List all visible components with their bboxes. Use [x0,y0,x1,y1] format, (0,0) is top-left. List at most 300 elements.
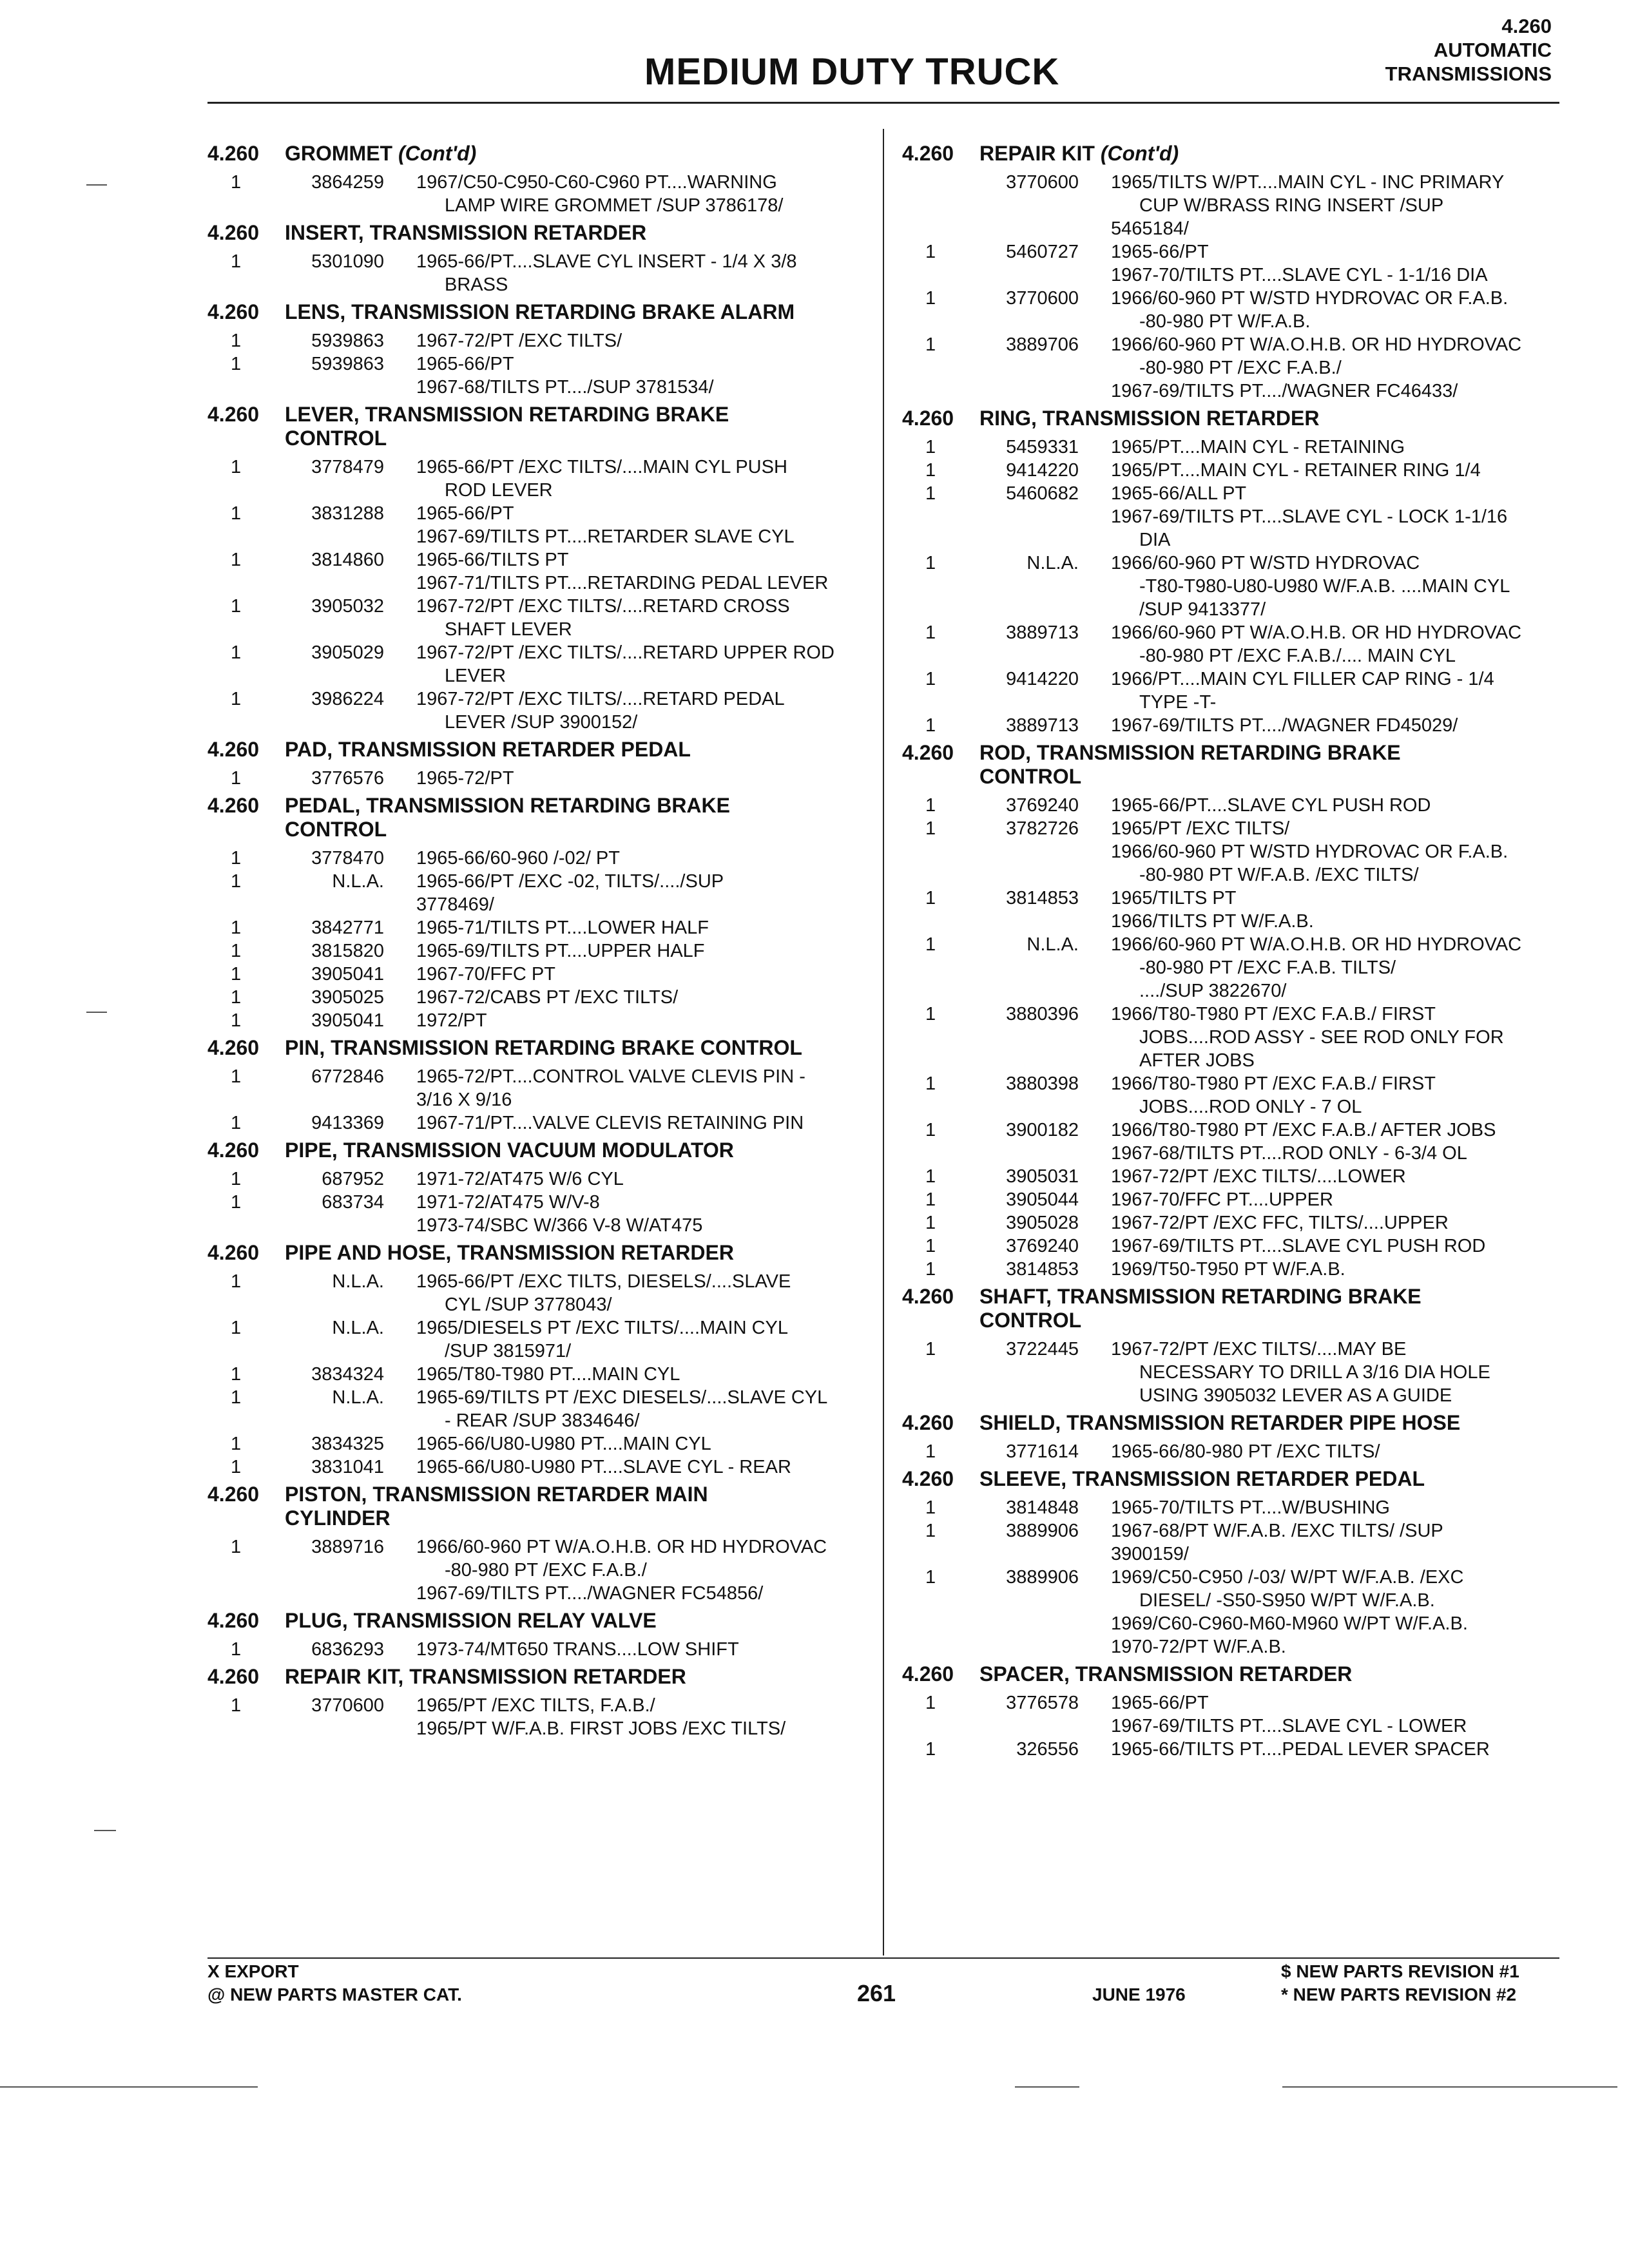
part-row [207,1270,858,1316]
part-row [902,933,1559,1003]
description-line: 1965/PT....MAIN CYL - RETAINER RING 1/4 [1111,460,1481,481]
section-title: SLEEVE, TRANSMISSION RETARDER PEDAL [979,1467,1425,1490]
description-line: 1966/TILTS PT W/F.A.B. [1111,911,1314,932]
section-line-1: AUTOMATIC [1433,39,1552,61]
description-line: 1966/T80-T980 PT /EXC F.A.B./ AFTER JOBS [1111,1120,1496,1140]
section-heading [207,1609,858,1633]
section-heading [207,1241,858,1265]
section-number: 4.260 [207,1036,260,1059]
part-row [902,1211,1559,1235]
part-description [1111,1566,1559,1658]
description-line: SHAFT LEVER [445,619,572,640]
section-title-line [285,221,858,245]
section-title-line [285,142,858,166]
part-number: 3900182 [1006,1120,1079,1140]
quantity [902,171,959,240]
section-title: LEVER, TRANSMISSION RETARDING BRAKE [285,403,729,426]
section-title: SHIELD, TRANSMISSION RETARDER PIPE HOSE [979,1411,1461,1434]
description-line: 1967-72/PT /EXC TILTS/....RETARD UPPER ROD [416,642,834,663]
part-row [207,1456,858,1479]
part-row [902,1188,1559,1211]
part-number: 3986224 [311,689,384,709]
quantity: 1 [231,1113,242,1133]
description-line: 1965-66/PT [416,354,514,374]
part-row [902,171,1559,240]
section-title-block [285,403,858,450]
section-heading [207,1665,858,1689]
part-row [207,1638,858,1661]
description-line: 1965-66/PT /EXC -02, TILTS/..../SUP [416,871,724,892]
section-number: 4.260 [902,741,954,764]
quantity: 1 [231,457,242,477]
description-line: 1967-68/TILTS PT....ROD ONLY - 6-3/4 OL [1111,1143,1467,1164]
section-number: 4.260 [207,1139,260,1162]
section-title-block [979,1285,1559,1332]
description-line: 1970-72/PT W/F.A.B. [1111,1637,1286,1657]
section-title-line [979,1467,1559,1491]
part-row [902,1072,1559,1119]
quantity: 1 [231,331,242,351]
section-title: PIN, TRANSMISSION RETARDING BRAKE CONTROL [285,1036,802,1059]
part-row [207,1386,858,1432]
part-row [902,482,1559,552]
quantity: 1 [925,437,936,457]
description-line: 3778469/ [416,894,494,915]
parts-section [902,1285,1559,1407]
section-heading [902,1662,1559,1686]
description-line: AFTER JOBS [1139,1050,1255,1071]
part-row [207,767,858,790]
part-description [1111,714,1559,737]
part-number: 3905041 [311,1010,384,1031]
part-number: 3905031 [1006,1166,1079,1187]
part-description [416,963,858,986]
description-line: 1965-66/PT /EXC TILTS/....MAIN CYL PUSH [416,457,787,477]
description-line: 1973-74/SBC W/366 V-8 W/AT475 [416,1215,703,1236]
description-line: DIA [1139,530,1171,550]
part-row [902,1440,1559,1463]
part-description [1111,287,1559,333]
section-title-block [285,1609,858,1633]
parts-section [207,1036,858,1135]
parts-section [902,407,1559,737]
quantity: 1 [925,483,936,504]
section-title-block [979,407,1559,430]
part-row [207,1191,858,1237]
description-line: 1965-66/TILTS PT....PEDAL LEVER SPACER [1111,1739,1490,1760]
part-row [902,1338,1559,1407]
part-number: 6772846 [311,1066,384,1087]
part-row [902,668,1559,714]
description-line: 1967-69/TILTS PT....RETARDER SLAVE CYL [416,526,795,547]
part-description [416,171,858,217]
footer-export: X EXPORT [207,1961,299,1981]
description-line: -80-980 PT /EXC F.A.B./ [1139,358,1342,378]
parts-section [902,741,1559,1281]
part-description [416,1363,858,1386]
part-number: 3769240 [1006,1236,1079,1256]
part-description [416,767,858,790]
description-line: -80-980 PT W/F.A.B. [1139,311,1311,332]
part-row [902,333,1559,403]
description-line: 1965-66/U80-U980 PT....SLAVE CYL - REAR [416,1457,791,1477]
part-description [1111,1119,1559,1165]
part-row [902,714,1559,737]
section-title-line [979,1285,1559,1309]
part-description [416,870,858,916]
section-title: SHAFT, TRANSMISSION RETARDING BRAKE [979,1285,1422,1308]
parts-section [902,142,1559,403]
section-heading [207,221,858,245]
parts-section [207,738,858,790]
quantity: 1 [925,460,936,481]
part-number: 683734 [322,1192,384,1213]
description-line: 1965/PT....MAIN CYL - RETAINING [1111,437,1405,457]
description-line: 1967-72/CABS PT /EXC TILTS/ [416,987,679,1008]
part-row [207,641,858,687]
quantity: 1 [925,888,936,908]
part-description [1111,1165,1559,1188]
quantity: 1 [925,1259,936,1280]
description-line: -80-980 PT /EXC F.A.B. TILTS/ [1139,957,1396,978]
quantity: 1 [925,1120,936,1140]
part-description [1111,621,1559,668]
part-description [416,916,858,939]
section-number: 4.260 [207,221,260,244]
section-title-block [285,738,858,762]
part-description [416,329,858,352]
section-title-line [285,1609,858,1633]
description-line: JOBS....ROD ASSY - SEE ROD ONLY FOR [1139,1027,1504,1048]
parts-section [207,1139,858,1237]
description-line: 1965-66/PT [1111,242,1209,262]
section-number: 4.260 [207,1609,260,1632]
margin-mark [94,1830,116,1831]
section-title-line [285,1665,858,1689]
part-description [416,1009,858,1032]
part-number: 3905041 [311,964,384,985]
part-description [416,1316,858,1363]
section-title-block [285,300,858,324]
section-number: 4.260 [902,407,954,430]
right-column [902,138,1559,1762]
part-number: 9414220 [1006,669,1079,689]
continued-label: (Cont'd) [1100,142,1179,165]
description-line: LEVER /SUP 3900152/ [445,712,638,733]
description-line: 3/16 X 9/16 [416,1090,512,1110]
description-line: 1971-72/AT475 W/V-8 [416,1192,600,1213]
section-number: 4.260 [207,738,260,761]
part-description [1111,1235,1559,1258]
description-line: 1965-72/PT....CONTROL VALVE CLEVIS PIN - [416,1066,805,1087]
part-description [1111,794,1559,817]
quantity: 1 [925,1441,936,1462]
part-row [207,916,858,939]
footer-rule [207,1957,1559,1959]
description-line: 1967/C50-C950-C60-C960 PT....WARNING [416,172,777,193]
footer-revision-1: $ NEW PARTS REVISION #1 [1281,1961,1519,1981]
section-title-line [979,1662,1559,1686]
part-row [207,1432,858,1456]
quantity: 1 [231,1695,242,1716]
part-description [1111,240,1559,287]
part-row [902,794,1559,817]
part-row [902,1235,1559,1258]
quantity: 1 [231,768,242,789]
quantity: 1 [925,1567,936,1588]
description-line: 1965-70/TILTS PT....W/BUSHING [1111,1497,1390,1518]
part-number: 3782726 [1006,818,1079,839]
part-row [207,250,858,296]
parts-section [207,1483,858,1605]
part-number: 3889713 [1006,622,1079,643]
part-number: 3842771 [311,918,384,938]
part-number: 9414220 [1006,460,1079,481]
margin-mark [86,1012,107,1013]
part-number: 3889716 [311,1537,384,1557]
part-description [416,1638,858,1661]
section-number: 4.260 [207,142,260,165]
quantity: 1 [231,1457,242,1477]
description-line: 1967-72/PT /EXC TILTS/....LOWER [1111,1166,1406,1187]
section-title-block [285,221,858,245]
description-line: 1967-68/TILTS PT..../SUP 3781534/ [416,377,714,398]
part-number: 3776578 [1006,1693,1079,1713]
part-row [207,1535,858,1605]
part-row [207,1168,858,1191]
part-number: 3889706 [1006,334,1079,355]
description-line: ..../SUP 3822670/ [1139,981,1287,1001]
quantity: 1 [925,1236,936,1256]
part-number: 5301090 [311,251,384,272]
section-heading [902,1467,1559,1491]
description-line: -80-980 PT W/F.A.B. /EXC TILTS/ [1139,865,1419,885]
part-description [1111,1440,1559,1463]
description-line: 1967-69/TILTS PT....SLAVE CYL - LOWER [1111,1716,1467,1736]
part-description [416,1535,858,1605]
description-line: 1966/T80-T980 PT /EXC F.A.B./ FIRST [1111,1073,1436,1094]
section-heading [902,741,1559,789]
part-description [1111,333,1559,403]
section-title-continuation: CONTROL [979,1309,1082,1332]
description-line: 3900159/ [1111,1544,1189,1564]
part-number: 3814860 [311,550,384,570]
part-number: N.L.A. [332,1318,384,1338]
part-number: 3834325 [311,1434,384,1454]
part-description [416,352,858,399]
part-description [1111,668,1559,714]
parts-section [902,1467,1559,1658]
footer-master: @ NEW PARTS MASTER CAT. [207,1984,462,2004]
part-number: 3864259 [311,172,384,193]
quantity: 1 [925,1739,936,1760]
part-description [1111,1072,1559,1119]
description-line: 1965-66/PT /EXC TILTS, DIESELS/....SLAVE [416,1271,791,1292]
part-description [1111,482,1559,552]
part-row [902,817,1559,887]
description-line: DIESEL/ -S50-S950 W/PT W/F.A.B. [1139,1590,1435,1611]
description-line: 1965-66/U80-U980 PT....MAIN CYL [416,1434,711,1454]
quantity: 1 [925,669,936,689]
part-number: 3880396 [1006,1004,1079,1024]
part-number: 5460727 [1006,242,1079,262]
description-line: 1967-72/PT /EXC TILTS/....RETARD CROSS [416,596,790,617]
section-title-continuation: CONTROL [285,818,387,841]
section-number: 4.260 [1501,15,1552,37]
part-row [207,1111,858,1135]
quantity: 1 [231,941,242,961]
quantity: 1 [231,1169,242,1189]
part-description [416,986,858,1009]
part-row [207,687,858,734]
description-line: 1966/60-960 PT W/STD HYDROVAC [1111,553,1420,573]
description-line: 1965/PT /EXC TILTS, F.A.B./ [416,1695,655,1716]
section-title-block [979,741,1559,789]
part-number: 3814853 [1006,1259,1079,1280]
part-description [416,1432,858,1456]
section-title-continuation: CONTROL [285,427,387,450]
quantity: 1 [231,1639,242,1660]
section-number: 4.260 [207,794,260,817]
description-line: 1966/60-960 PT W/A.O.H.B. OR HD HYDROVAC [1111,334,1522,355]
part-description [416,595,858,641]
quantity: 1 [231,1271,242,1292]
description-line: 1965/PT /EXC TILTS/ [1111,818,1290,839]
quantity: 1 [925,1213,936,1233]
section-title-line [285,1483,858,1506]
part-number: 9413369 [311,1113,384,1133]
section-title: SPACER, TRANSMISSION RETARDER [979,1662,1353,1686]
part-row [207,939,858,963]
description-line: 1965-66/60-960 /-02/ PT [416,848,620,869]
description-line: TYPE -T- [1139,692,1217,713]
part-number: N.L.A. [1027,553,1079,573]
section-title: PIPE AND HOSE, TRANSMISSION RETARDER [285,1241,734,1264]
description-line: 1965-71/TILTS PT....LOWER HALF [416,918,709,938]
description-line: 1965-69/TILTS PT....UPPER HALF [416,941,705,961]
section-title-block [285,1241,858,1265]
description-line: 1966/60-960 PT W/A.O.H.B. OR HD HYDROVAC [416,1537,827,1557]
section-heading [902,1285,1559,1332]
part-row [902,887,1559,933]
description-line: USING 3905032 LEVER AS A GUIDE [1139,1385,1452,1406]
section-number: 4.260 [207,403,260,426]
description-line: CYL /SUP 3778043/ [445,1294,612,1315]
quantity: 1 [925,622,936,643]
quantity: 1 [925,1339,936,1360]
part-row [207,502,858,548]
part-row [902,1496,1559,1519]
section-title: ROD, TRANSMISSION RETARDING BRAKE [979,741,1401,764]
quantity: 1 [925,715,936,736]
section-title: PEDAL, TRANSMISSION RETARDING BRAKE [285,794,730,817]
description-line: 1967-69/TILTS PT..../WAGNER FC46433/ [1111,381,1458,401]
section-title: RING, TRANSMISSION RETARDER [979,407,1320,430]
description-line: 1969/C50-C950 /-03/ W/PT W/F.A.B. /EXC [1111,1567,1464,1588]
part-number: 3905025 [311,987,384,1008]
part-number: 3905044 [1006,1189,1079,1210]
part-row [207,847,858,870]
description-line: 1971-72/AT475 W/6 CYL [416,1169,624,1189]
quantity: 1 [231,848,242,869]
section-title-block [979,1467,1559,1491]
section-title-line [285,1241,858,1265]
parts-section [207,1241,858,1479]
description-line: 1965/TILTS PT [1111,888,1237,908]
section-title-block [285,794,858,841]
section-title-block [979,1411,1559,1435]
section-title-block [285,142,858,166]
section-heading [902,142,1559,166]
part-row [207,1694,858,1740]
description-line: -80-980 PT /EXC F.A.B./ [445,1560,647,1581]
quantity: 1 [231,964,242,985]
section-title-line [979,142,1559,166]
page-number: 261 [857,1980,896,2006]
part-number: 3905032 [311,596,384,617]
part-number: 3905029 [311,642,384,663]
part-description [1111,817,1559,887]
section-title: REPAIR KIT, TRANSMISSION RETARDER [285,1665,686,1688]
quantity: 1 [231,172,242,193]
column-divider [883,129,884,1956]
parts-section [207,1665,858,1740]
description-line: 1965/PT W/F.A.B. FIRST JOBS /EXC TILTS/ [416,1718,786,1739]
description-line: 1969/C60-C960-M60-M960 W/PT W/F.A.B. [1111,1613,1468,1634]
section-heading [207,794,858,841]
quantity: 1 [231,871,242,892]
part-number: 3889906 [1006,1567,1079,1588]
part-description [416,250,858,296]
quantity: 1 [231,1318,242,1338]
quantity: 1 [231,550,242,570]
quantity: 1 [231,1537,242,1557]
part-row [207,548,858,595]
part-number: N.L.A. [332,871,384,892]
description-line: LAMP WIRE GROMMET /SUP 3786178/ [445,195,784,216]
parts-section [207,221,858,296]
part-number: N.L.A. [332,1387,384,1408]
part-description [1111,1519,1559,1566]
part-row [207,1065,858,1111]
part-description [1111,1003,1559,1072]
part-row [207,870,858,916]
section-heading [207,1036,858,1060]
part-number: 5939863 [311,354,384,374]
part-description [1111,171,1559,240]
description-line: 1973-74/MT650 TRANS....LOW SHIFT [416,1639,739,1660]
quantity: 1 [925,1073,936,1094]
description-line: 1967-69/TILTS PT....SLAVE CYL PUSH ROD [1111,1236,1486,1256]
section-title-block [285,1483,858,1530]
header-rule [207,102,1559,104]
part-number: 3770600 [1006,172,1079,193]
part-number: 5939863 [311,331,384,351]
part-description [1111,1738,1559,1761]
quantity: 1 [925,334,936,355]
description-line: 1965-72/PT [416,768,514,789]
quantity: 1 [231,503,242,524]
part-number: 3769240 [1006,795,1079,816]
section-title-line [285,738,858,762]
description-line: /SUP 9413377/ [1139,599,1266,620]
part-description [1111,1188,1559,1211]
description-line: -T80-T980-U80-U980 W/F.A.B. ....MAIN CYL [1139,576,1510,597]
part-number: 3905028 [1006,1213,1079,1233]
part-description [1111,1338,1559,1407]
description-line: 1969/T50-T950 PT W/F.A.B. [1111,1259,1345,1280]
part-number: 3834324 [311,1364,384,1385]
